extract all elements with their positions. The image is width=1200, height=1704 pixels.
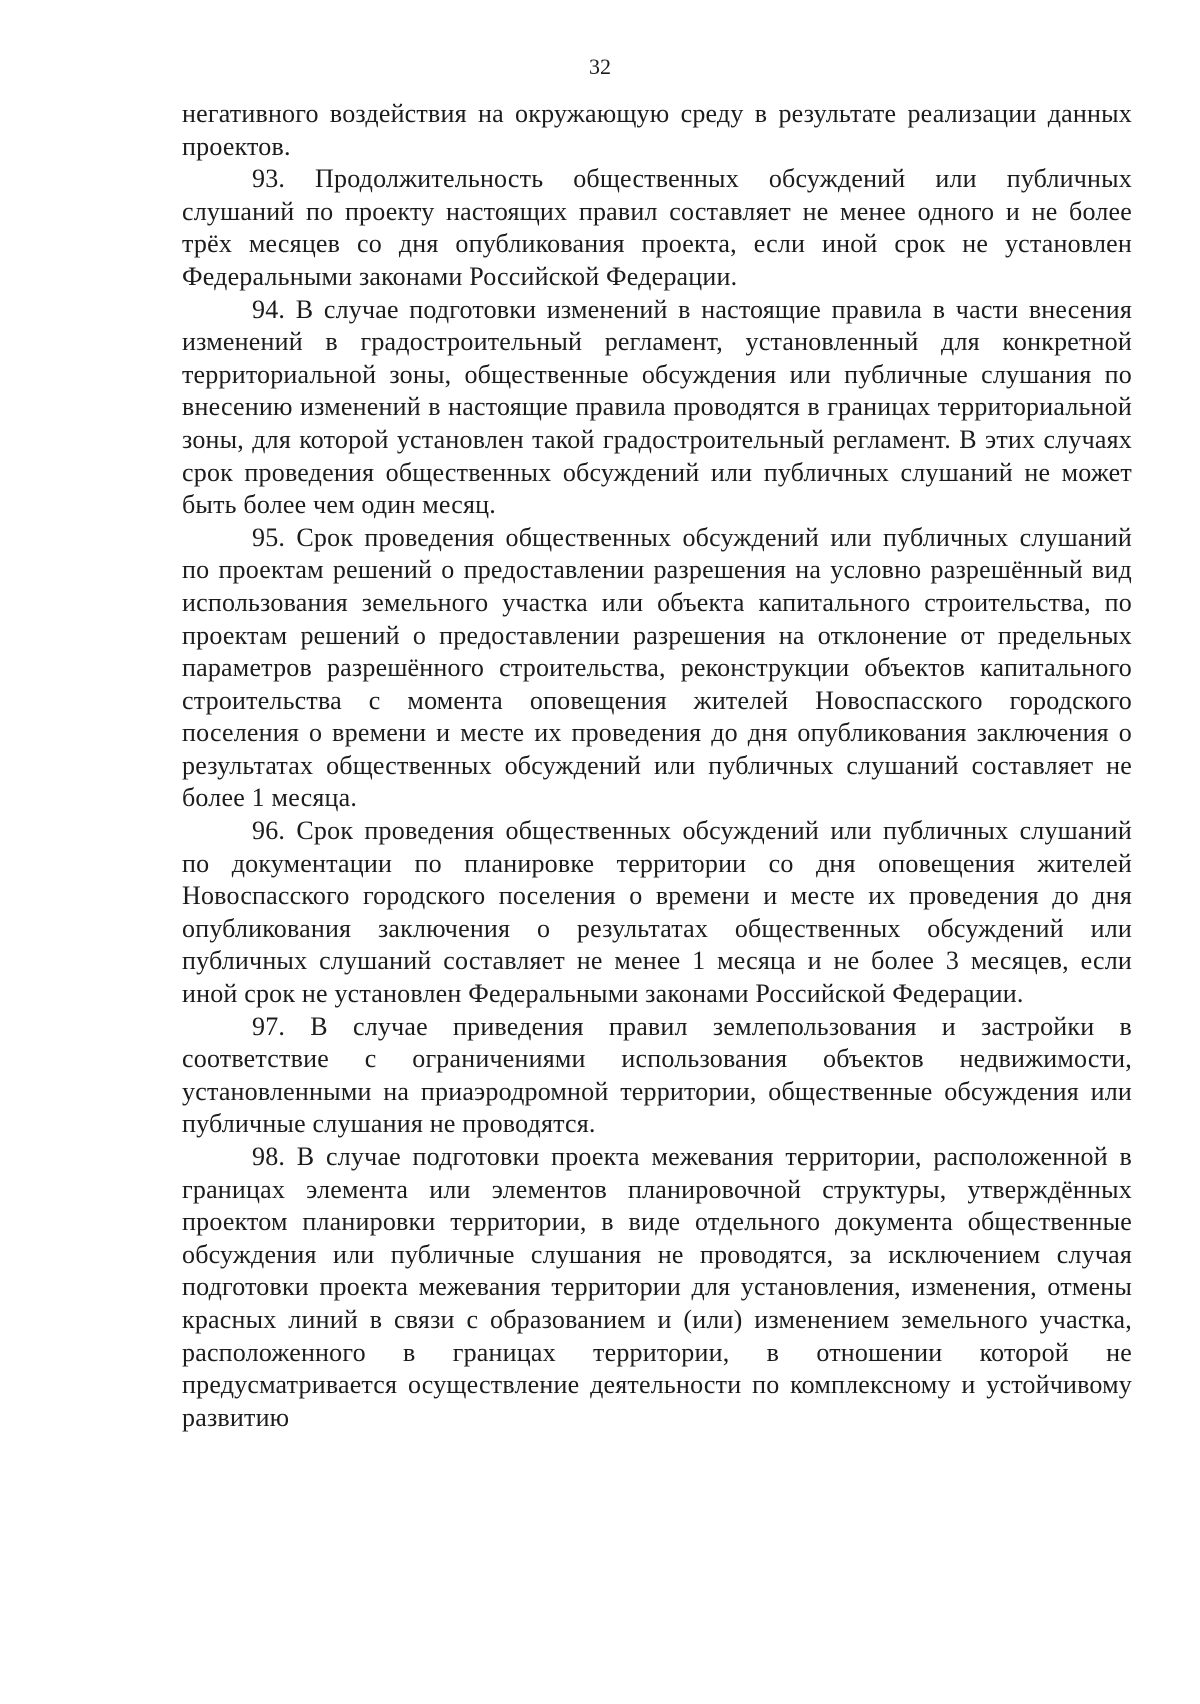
paragraph-95: 95. Срок проведения общественных обсуждений или публичных слушаний по проектам решений о предоставлении разрешения на условно разрешённый вид использования земельного участка или объекта капитального строительства, по проектам решений о предоставлении разрешения на отклонение от предельных параметров разрешённого строительства, реконструкции объектов капитального строительства с момента оповещения жителей Новоспасского городского поселения о времени и месте их проведения до дня опубликования заключения о результатах общественных обсуждений или публичных слушаний составляет не более 1 месяца. (182, 522, 1132, 813)
paragraph-continued: негативного воздействия на окружающую среду в результате реализации данных проектов. (182, 99, 1132, 161)
paragraph-98: 98. В случае подготовки проекта межевания территории, расположенной в границах элемента или элементов планировочной структуры, утверждённых проектом планировки территории, в виде отдельного документа общественные обсуждения или публичные слушания не проводятся, за исключением случая подготовки проекта межевания территории для установления, изменения, отмены красных линий в связи с образованием и (или) изменением земельного участка, расположенного в границах территории, в отношении которой не предусматривается осуществление деятельности по комплексному и устойчивому развитию (182, 1142, 1132, 1432)
paragraph-93: 93. Продолжительность общественных обсуждений или публичных слушаний по проекту настоящих правил составляет не менее одного и не более трёх месяцев со дня опубликования проекта, если иной срок не установлен Федеральными законами Российской Федерации. (182, 164, 1132, 291)
paragraph-96: 96. Срок проведения общественных обсуждений или публичных слушаний по документации по планировке территории со дня оповещения жителей Новоспасского городского поселения о времени и месте их проведения до дня опубликования заключения о результатах общественных обсуждений или публичных слушаний составляет не менее 1 месяца и не более 3 месяцев, если иной срок не установлен Федеральными законами Российской Федерации. (182, 816, 1132, 1009)
document-body (182, 98, 1132, 1434)
page-number: 32 (589, 54, 611, 79)
paragraph-94: 94. В случае подготовки изменений в настоящие правила в части внесения изменений в градостроительный регламент, установленный для конкретной территориальной зоны, общественные обсуждения или публичные слушания по внесению изменений в настоящие правила проводятся в границах территориальной зоны, для которой установлен такой градостроительный регламент. В этих случаях срок проведения общественных обсуждений или публичных слушаний не может быть более чем один месяц. (182, 294, 1132, 520)
paragraph-97: 97. В случае приведения правил землепользования и застройки в соответствие с ограничениями использования объектов недвижимости, установленными на приаэродромной территории, общественные обсуждения или публичные слушания не проводятся. (182, 1011, 1132, 1139)
